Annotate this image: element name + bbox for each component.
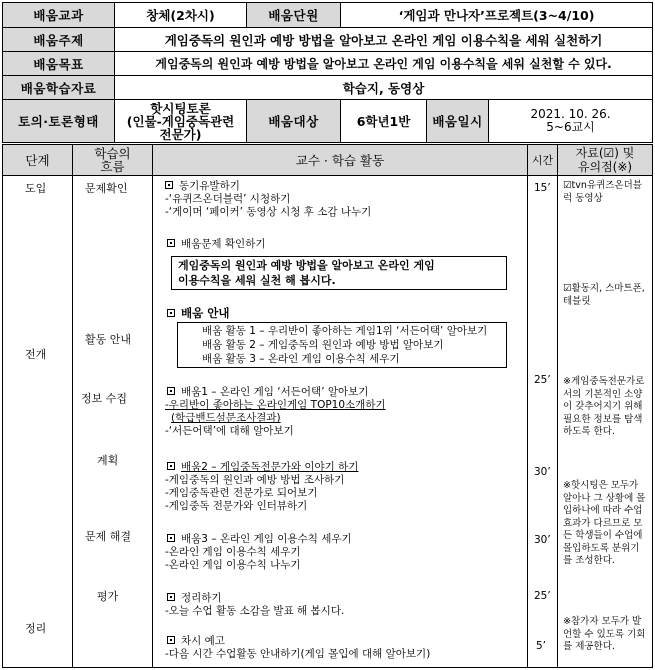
materials-header <box>558 145 653 176</box>
flow-header-line2: 흐름 <box>100 159 125 174</box>
activity-header: 교수 · 학습 활동 <box>153 145 528 176</box>
discussion-line2: (인물-게임중독관련 <box>126 113 235 129</box>
target-value: 6학년1반 <box>341 100 427 143</box>
square-bullet-icon <box>167 462 175 470</box>
activity-motivation-line1: -‘유퀴즈온더블럭’ 시청하기 <box>165 193 291 205</box>
flow-plan: 계획 <box>97 454 119 467</box>
date-value <box>489 100 653 143</box>
activity-problem <box>167 238 265 251</box>
materials-header-line1: 자료(☑) 및 <box>575 146 635 160</box>
activity-learning2-title: 배움2 – 게임중독전문가와 이야기 하기 <box>181 461 359 473</box>
activity-learning1 <box>167 386 368 399</box>
stage-header: 단계 <box>3 145 73 176</box>
note-materials: ☑활동지, 스마트폰, 테블릿 <box>563 283 645 307</box>
time-header: 시간 <box>528 145 558 176</box>
date-label: 배움일시 <box>427 100 489 143</box>
subject-value: 창체(2차시) <box>115 3 247 28</box>
activity-learning3-title: 배움3 – 온라인 게임 이용수칙 세우기 <box>181 533 352 545</box>
note-participation: ※참가자 모두가 발언할 수 있도록 기회를 제공한다. <box>563 616 646 652</box>
activity-guide <box>167 307 229 320</box>
square-bullet-icon <box>165 181 173 189</box>
unit-label: 배움단원 <box>247 3 341 28</box>
activity-learning2-line3: -게임중독 전문가와 인터뷰하기 <box>165 500 308 512</box>
material-value: 학습지, 동영상 <box>115 76 653 100</box>
problem-statement-line1: 게임중독의 원인과 예방 방법을 알아보고 온라인 게임 <box>178 259 435 272</box>
target-label: 배움대상 <box>247 100 341 143</box>
time-1: 15’ <box>534 182 551 194</box>
time-6: 5’ <box>536 640 547 652</box>
discussion-value <box>115 100 247 143</box>
material-label: 배움학습자료 <box>3 76 115 100</box>
stage-develop: 전개 <box>25 348 47 361</box>
problem-statement-box <box>171 256 507 290</box>
square-bullet-icon <box>167 239 175 247</box>
activity-learning3-line1: -온라인 게임 이용수칙 세우기 <box>165 546 301 558</box>
flow-activity-guide: 활동 안내 <box>85 333 132 346</box>
activity-motivation-line2: -‘게이머 ‘페이커’ 동영상 시청 후 소감 나누기 <box>165 206 372 218</box>
flow-problem-check: 문제확인 <box>85 182 128 195</box>
discussion-label: 토의·토론형태 <box>3 100 115 143</box>
activity-problem-title: 배움문제 확인하기 <box>181 238 266 250</box>
lesson-info-table <box>2 2 653 143</box>
activity-learning2-line2: -게임중독관련 전문가로 되어보기 <box>165 487 318 499</box>
activity-motivation-title: 동기유발하기 <box>179 180 240 192</box>
activity-guide-line1: 배움 활동 1 – 우리반이 좋아하는 게임1위 ‘서든어택’ 알아보기 <box>202 325 488 337</box>
activity-learning3-line2: -온라인 게임 이용수칙 나누기 <box>165 559 301 571</box>
subject-label: 배움교과 <box>3 3 115 28</box>
discussion-line1: 핫시팅토론 <box>150 100 211 116</box>
activity-column <box>153 176 528 668</box>
theme-label: 배움주제 <box>3 28 115 52</box>
activity-learning2 <box>167 461 358 474</box>
time-column <box>528 176 558 668</box>
square-bullet-icon <box>167 387 175 395</box>
discussion-line3: 전문가) <box>159 126 202 142</box>
square-bullet-icon <box>167 534 175 542</box>
square-bullet-icon <box>167 593 175 601</box>
procedure-table <box>2 144 653 668</box>
flow-column <box>73 176 153 668</box>
activity-learning3 <box>167 533 352 546</box>
flow-evaluate: 평가 <box>97 590 119 603</box>
stage-close: 정리 <box>25 622 47 635</box>
square-bullet-icon <box>167 309 175 317</box>
activity-preview-line1: -다음 시간 수업활동 안내하기(게임 몰입에 대해 알아보기) <box>165 648 431 660</box>
activity-wrapup-line1: -오늘 수업 활동 소감을 발표 해 봅시다. <box>165 605 345 617</box>
activity-wrapup-title: 정리하기 <box>181 592 222 604</box>
activity-guide-line2: 배움 활동 2 – 게임중독의 원인과 예방 방법 알아보기 <box>202 339 444 351</box>
activity-guide-box <box>177 322 507 368</box>
activity-learning2-line1: -게임중독의 원인과 예방 방법 조사하기 <box>165 474 345 486</box>
note-video: ☑tvn유퀴즈온더블럭 동영상 <box>563 180 642 204</box>
time-4: 30’ <box>534 534 551 546</box>
activity-preview-title: 차시 예고 <box>181 635 225 647</box>
flow-info-collect: 정보 수집 <box>81 392 128 405</box>
activity-preview <box>167 635 225 648</box>
date-line1: 2021. 10. 26. <box>530 107 611 121</box>
stage-intro: 도입 <box>25 182 47 195</box>
time-5: 25’ <box>534 590 551 602</box>
activity-learning1-line2: (학급밴드설문조사결과) <box>171 412 281 424</box>
activity-learning1-line1: -우리반이 좋아하는 온라인게임 TOP10소개하기 <box>165 399 386 411</box>
time-3: 30’ <box>534 466 551 478</box>
note-hotseat: ※핫시팅은 모두가 알아나 그 상황에 몰입하나에 따라 수업 효과가 다르므로 모든 학생들이 수업에 몰입하도록 분위기를 조성한다. <box>563 480 646 566</box>
time-2: 25’ <box>534 374 551 386</box>
materials-header-line2: 유의점(※) <box>577 160 633 174</box>
activity-guide-line3: 배움 활동 3 – 온라인 게임 이용수칙 세우기 <box>202 353 400 365</box>
problem-statement-line2: 이용수칙을 세워 실천 해 봅시다. <box>178 274 336 287</box>
notes-column <box>558 176 653 668</box>
flow-header <box>73 145 153 176</box>
stage-column <box>3 176 73 668</box>
goal-label: 배움목표 <box>3 52 115 76</box>
square-bullet-icon <box>167 636 175 644</box>
activity-wrapup <box>167 592 222 605</box>
date-line2: 5~6교시 <box>546 120 595 134</box>
note-expert-info: ※게임중독전문가로서의 기본적인 소양이 갖추어지기 위해 필요한 정보를 탐색하도록 한다. <box>563 376 645 437</box>
activity-motivation <box>165 180 240 193</box>
activity-guide-title: 배움 안내 <box>181 306 230 320</box>
activity-learning1-title: 배움1 – 온라인 게임 ‘서든어택’ 알아보기 <box>181 386 369 398</box>
goal-value: 게임중독의 원인과 예방 방법을 알아보고 온라인 게임 이용수칙을 세워 실천할 수 있다. <box>115 52 653 76</box>
flow-problem-solve: 문제 해결 <box>85 530 132 543</box>
flow-header-line1: 학습의 <box>94 146 131 161</box>
activity-learning1-line3: -‘서든어택’에 대해 알아보기 <box>165 425 294 437</box>
unit-value: ‘게임과 만나자’프로젝트(3~4/10) <box>341 3 653 28</box>
theme-value: 게임중독의 원인과 예방 방법을 알아보고 온라인 게임 이용수칙을 세워 실천하기 <box>115 28 653 52</box>
